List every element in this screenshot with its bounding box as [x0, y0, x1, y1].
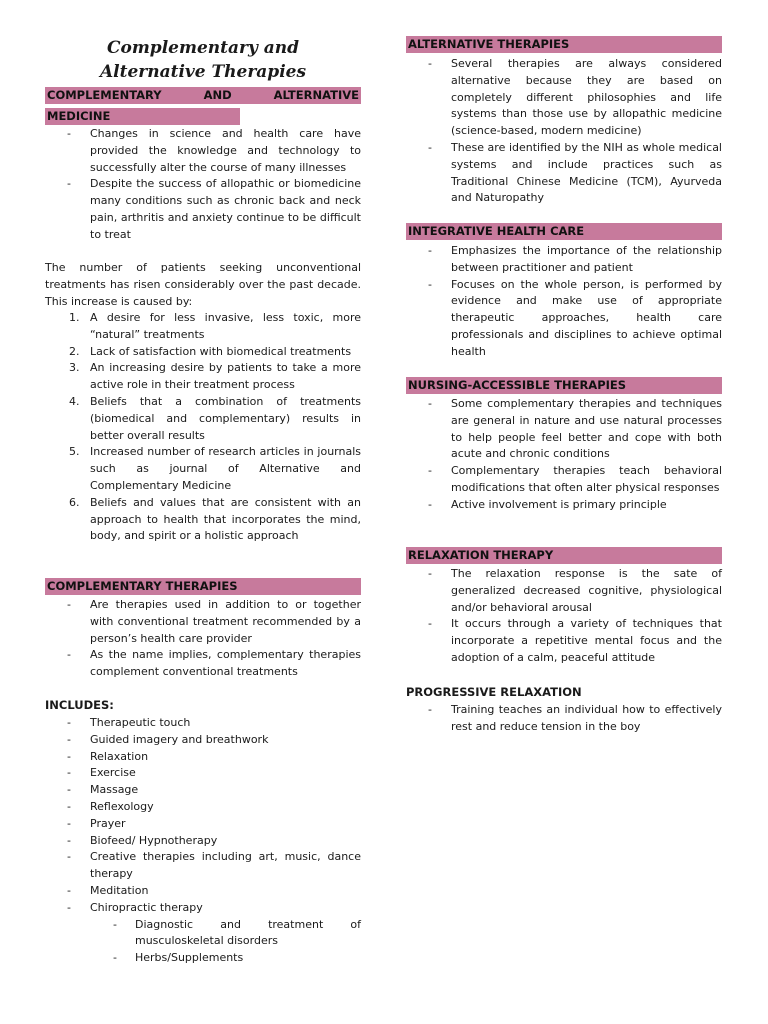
- list-item: - Massage: [45, 782, 361, 799]
- cam-reasons-list: [45, 310, 361, 545]
- list-item: - Training teaches an individual how to effectively rest and reduce tension in the boy: [406, 702, 722, 736]
- list-item: - Are therapies used in addition to or together with conventional treatment recommended by a person’s health care provider: [45, 597, 361, 647]
- list-item: - As the name implies, complementary therapies complement conventional treatments: [45, 647, 361, 681]
- list-item: - Several therapies are always considered alternative because they are based on completely different philosophies and life systems than those use by allopathic medicine (science-based, modern medicine): [406, 56, 722, 140]
- list-item: - The relaxation response is the sate of generalized decreased cognitive, physiological and/or behavioral arousal: [406, 566, 722, 616]
- list-item: - Reflexology: [45, 799, 361, 816]
- list-item: - Changes in science and health care have provided the knowledge and technology to successfully alter the course of many illnesses: [45, 126, 361, 176]
- pr-bullet-list: [406, 702, 722, 736]
- list-subitem: - Herbs/Supplements: [45, 950, 361, 967]
- list-item: - Meditation: [45, 883, 361, 900]
- list-item: - These are identified by the NIH as whole medical systems and include practices such as Traditional Chinese Medicine (TCM), Ayurveda and Naturopathy: [406, 140, 722, 207]
- rt-bullet-list: [406, 566, 722, 667]
- list-item: - Some complementary therapies and techniques are general in nature and use natural processes to help people feel better and cope with both acute and chronic conditions: [406, 396, 722, 463]
- list-item: 3. An increasing desire by patients to take a more active role in their treatment process: [69, 361, 361, 392]
- list-item: - Chiropractic therapy: [45, 900, 361, 917]
- list-item: - It occurs through a variety of techniques that incorporate a repetitive mental focus and the adoption of a calm, peaceful attitude: [406, 616, 722, 666]
- ct-bullet-list: [45, 597, 361, 681]
- list-item: - Exercise: [45, 765, 361, 782]
- document-title: [45, 36, 361, 84]
- list-item: - Despite the success of allopathic or biomedicine many conditions such as chronic back and neck pain, arthritis and anxiety continue to be difficult to treat: [45, 176, 361, 243]
- list-item: 5. Increased number of research articles in journals such as journal of Alternative and Complementary Medicine: [69, 445, 361, 492]
- list-item: - Therapeutic touch: [45, 715, 361, 732]
- alt-bullet-list: [406, 56, 722, 207]
- section-header-alternative-therapies: ALTERNATIVE THERAPIES: [406, 36, 722, 53]
- section-header-nursing-accessible-therapies: NURSING-ACCESSIBLE THERAPIES: [406, 377, 722, 394]
- list-item: - Guided imagery and breathwork: [45, 732, 361, 749]
- list-item: - Emphasizes the importance of the relationship between practitioner and patient: [406, 243, 722, 277]
- list-item: - Complementary therapies teach behavioral modifications that often alter physical responses: [406, 463, 722, 497]
- section-header-cam-line2: MEDICINE: [45, 108, 240, 125]
- cam-bullet-list: [45, 126, 361, 244]
- list-item: - Prayer: [45, 816, 361, 833]
- includes-list: [45, 715, 361, 967]
- nat-bullet-list: [406, 396, 722, 514]
- title-line-1: Complementary and: [106, 38, 300, 58]
- list-item: 1. A desire for less invasive, less toxic, more “natural” treatments: [69, 311, 361, 341]
- list-item: - Focuses on the whole person, is performed by evidence and make use of appropriate therapeutic approaches, health care professionals and disciplines to achieve optimal health: [406, 277, 722, 361]
- includes-label: INCLUDES:: [45, 698, 114, 712]
- ihc-bullet-list: [406, 243, 722, 361]
- cam-paragraph: The number of patients seeking unconventional treatments has risen considerably over the past decade. This increase is caused by:: [45, 261, 361, 308]
- section-header-complementary-therapies: COMPLEMENTARY THERAPIES: [45, 578, 361, 595]
- section-header-relaxation-therapy: RELAXATION THERAPY: [406, 547, 722, 564]
- list-item: 6. Beliefs and values that are consistent with an approach to health that incorporates the mind, body, and spirit or a holistic approach: [69, 495, 361, 543]
- list-subitem: - Diagnostic and treatment of musculoskeletal disorders: [45, 917, 361, 951]
- section-header-cam-line1: COMPLEMENTARY AND ALTERNATIVE: [47, 88, 359, 102]
- list-item: 4. Beliefs that a combination of treatments (biomedical and complementary) results in better overall results: [69, 394, 361, 442]
- list-item: - Biofeed/ Hypnotherapy: [45, 833, 361, 850]
- title-line-2: Alternative Therapies: [99, 62, 307, 82]
- list-item: - Creative therapies including art, music, dance therapy: [45, 849, 361, 883]
- list-item: - Active involvement is primary principle: [406, 497, 722, 514]
- list-item: - Relaxation: [45, 749, 361, 766]
- section-header-integrative-health-care: INTEGRATIVE HEALTH CARE: [406, 223, 722, 240]
- list-item: 2. Lack of satisfaction with biomedical treatments: [69, 344, 352, 358]
- progressive-relaxation-label: PROGRESSIVE RELAXATION: [406, 685, 582, 699]
